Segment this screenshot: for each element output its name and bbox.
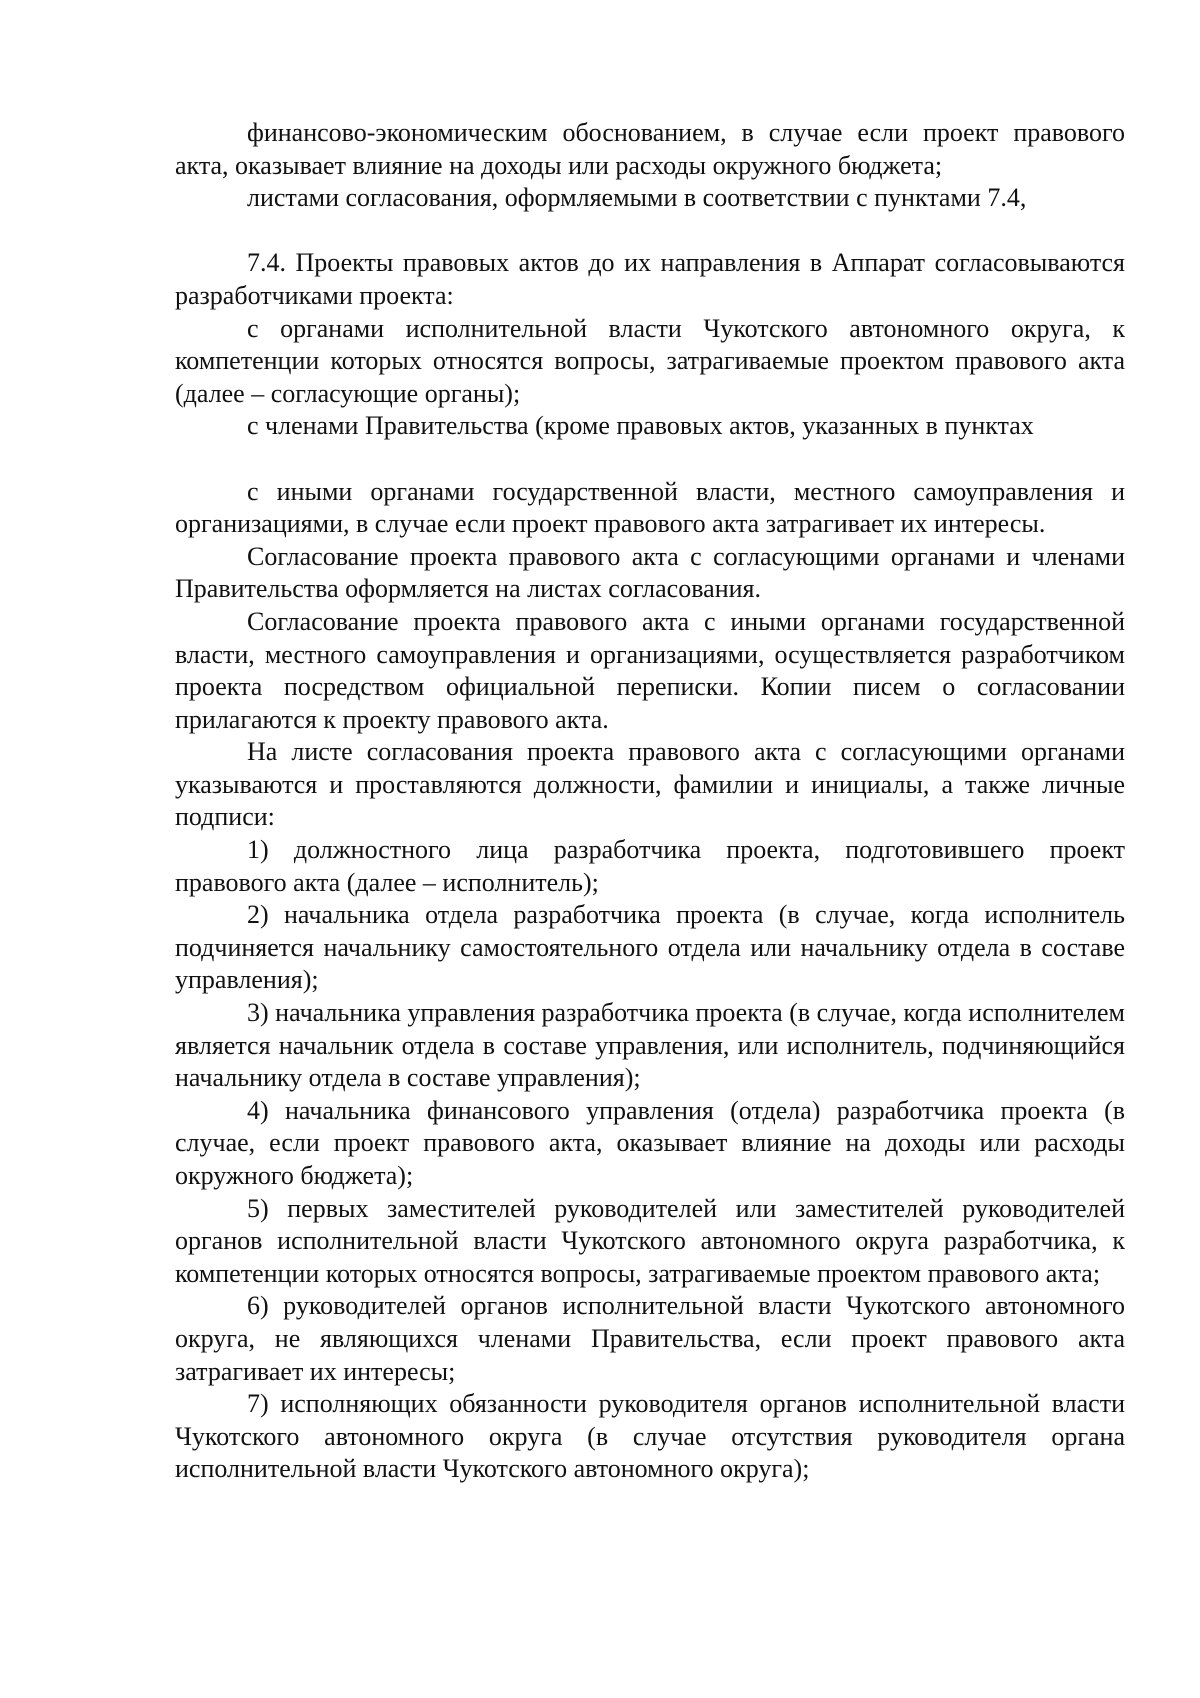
paragraph-approval-sheets: листами согласования, оформляемыми в соответствии с пунктами 7.4, bbox=[247, 183, 1027, 213]
list-item-4: 4) начальника финансового управления (отдела) разработчика проекта (в случае, если проект правового акта, оказывает влияние на доходы или расходы окружного бюджета); bbox=[175, 1095, 1125, 1190]
document-body bbox=[175, 117, 1125, 1486]
paragraph-7-4: 7.4. Проекты правовых актов до их направления в Аппарат согласовываются разработчиками проекта: bbox=[175, 248, 1125, 310]
paragraph-approval-formalized: Согласование проекта правового акта с согласующими органами и членами Правительства оформляется на листах согласования. bbox=[175, 541, 1125, 604]
paragraph-approval-sheet-signatures: На листе согласования проекта правового акта с согласующими органами указываются и проставляются должности, фамилии и инициалы, а также личные подписи: bbox=[175, 737, 1125, 832]
list-item-7: 7) исполняющих обязанности руководителя органов исполнительной власти Чукотского автономного округа (в случае отсутствия руководителя органа исполнительной власти Чукотского автономного округа); bbox=[175, 1389, 1125, 1484]
blank-line bbox=[175, 215, 1125, 248]
list-item-5: 5) первых заместителей руководителей или заместителей руководителей органов исполнительной власти Чукотского автономного округа разработчика, к компетенции которых относятся вопросы, затрагиваемые проектом правового акта; bbox=[175, 1193, 1125, 1288]
list-item-1: 1) должностного лица разработчика проекта, подготовившего проект правового акта (далее – исполнитель); bbox=[175, 835, 1125, 897]
blank-line bbox=[175, 443, 1125, 476]
list-item-6: 6) руководителей органов исполнительной власти Чукотского автономного округа, не являющихся членами Правительства, если проект правового акта затрагивает их интересы; bbox=[175, 1291, 1125, 1386]
paragraph-financial-justification: финансово-экономическим обоснованием, в случае если проект правового акта, оказывает влияние на доходы или расходы окружного бюджета; bbox=[175, 118, 1125, 180]
list-item-2: 2) начальника отдела разработчика проекта (в случае, когда исполнитель подчиняется начальнику самостоятельного отдела или начальнику отдела в составе управления); bbox=[175, 900, 1125, 995]
paragraph-executive-bodies: с органами исполнительной власти Чукотского автономного округа, к компетенции которых относятся вопросы, затрагиваемые проектом правового акта (далее – согласующие органы); bbox=[175, 313, 1125, 408]
paragraph-other-bodies: с иными органами государственной власти, местного самоуправления и организациями, в случае если проект правового акта затрагивает их интересы. bbox=[175, 476, 1125, 539]
paragraph-official-correspondence: Согласование проекта правового акта с иными органами государственной власти, местного самоуправления и организациями, осуществляется разработчиком проекта посредством официальной переписки. Копии писем о согласовании прилагаются к проекту правового акта. bbox=[175, 606, 1125, 734]
list-item-3: 3) начальника управления разработчика проекта (в случае, когда исполнителем является начальник отдела в составе управления, или исполнитель, подчиняющийся начальнику отдела в составе управления); bbox=[175, 998, 1125, 1093]
paragraph-government-members: с членами Правительства (кроме правовых актов, указанных в пунктах bbox=[247, 411, 1034, 441]
